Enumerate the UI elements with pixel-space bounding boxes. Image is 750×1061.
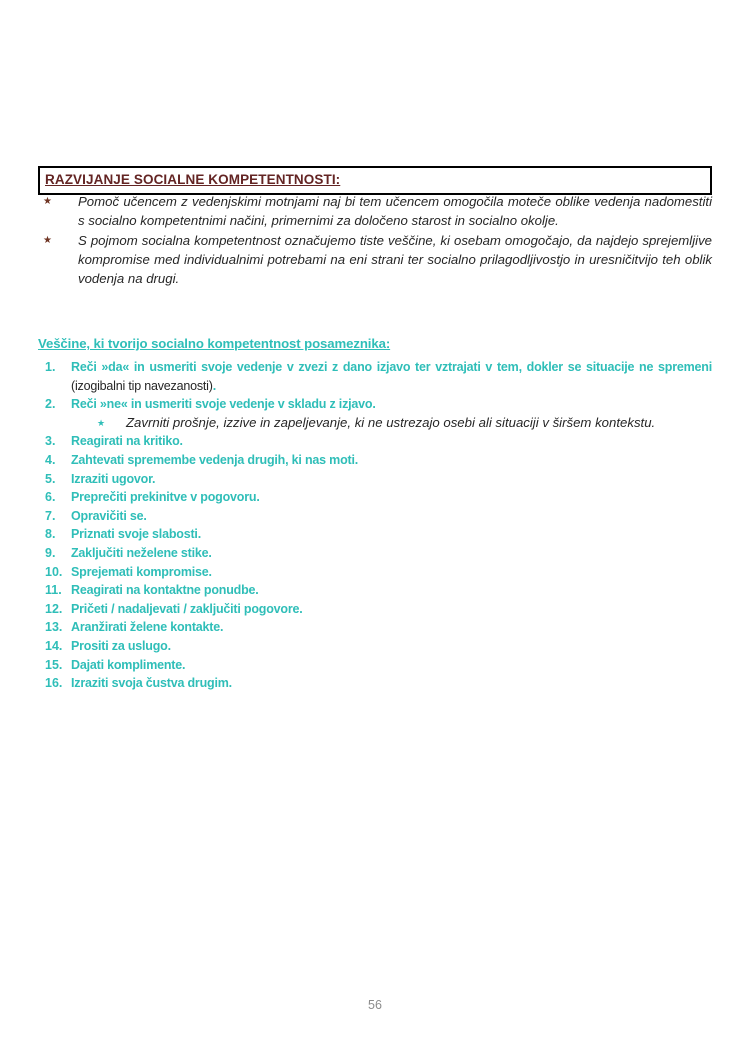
item-text: Reagirati na kontaktne ponudbe. xyxy=(71,583,259,598)
list-item xyxy=(38,544,712,563)
list-item xyxy=(38,395,712,414)
item-text: Zaključiti neželene stike. xyxy=(71,545,212,560)
item-number: 5. xyxy=(45,471,56,486)
item-text-accent: Reči »da« in usmeriti svoje vedenje v zvezi z dano izjavo ter vztrajati v tem, dokler se situacije ne spremeni xyxy=(71,360,712,374)
list-item xyxy=(38,451,712,470)
item-text: Prositi za uslugo. xyxy=(71,638,171,653)
section-title: RAZVIJANJE SOCIALNE KOMPETENTNOSTI: xyxy=(45,172,341,187)
intro-bullet-text: Pomoč učencem z vedenjskimi motnjami naj bi tem učencem omogočila moteče oblike vedenja nadomestiti s socialno kompetentnimi načini, primernimi za določeno starost in socialno okolje. xyxy=(78,194,712,229)
item-text: Pričeti / nadaljevati / zaključiti pogovore. xyxy=(71,601,303,616)
list-item xyxy=(38,192,712,231)
sub-list-item xyxy=(38,414,712,433)
item-text-accent-end: . xyxy=(212,378,216,393)
star-bullet-icon: ★ xyxy=(97,417,106,428)
item-number: 6. xyxy=(45,490,56,505)
intro-bullet-text: S pojmom socialna kompetentnost označujemo tiste veščine, ki osebam omogočajo, da najdejo sprejemljive kompromise med individualnimi potrebami na eni strani ter socialno prilagodljivostjo in uresničitvijo teh oblik vodenja na drugi. xyxy=(78,232,712,287)
star-bullet-icon: ★ xyxy=(43,196,52,207)
item-text xyxy=(71,358,712,395)
page-number: 56 xyxy=(368,998,382,1012)
item-number: 13. xyxy=(45,620,63,635)
item-number: 7. xyxy=(45,508,56,523)
list-item xyxy=(38,656,712,675)
item-number: 10. xyxy=(45,564,63,579)
item-text: Reči »ne« in usmeriti svoje vedenje v skladu z izjavo. xyxy=(71,397,376,412)
item-text: Reagirati na kritiko. xyxy=(71,434,183,449)
item-number: 16. xyxy=(45,676,63,691)
item-number: 1. xyxy=(45,360,56,374)
skills-heading: Veščine, ki tvorijo socialno kompetentnost posameznika: xyxy=(38,336,391,351)
intro-bullet-list xyxy=(38,192,712,288)
list-item xyxy=(38,581,712,600)
item-number: 8. xyxy=(45,527,56,542)
item-text: Priznati svoje slabosti. xyxy=(71,527,201,542)
list-item xyxy=(38,507,712,526)
item-text: Izraziti svoja čustva drugim. xyxy=(71,676,232,691)
star-bullet-icon: ★ xyxy=(43,234,52,246)
list-item xyxy=(38,231,712,289)
item-text: Zahtevati spremembe vedenja drugih, ki nas moti. xyxy=(71,452,359,467)
list-item xyxy=(38,525,712,544)
item-number: 14. xyxy=(45,638,63,653)
item-number: 2. xyxy=(45,397,56,412)
item-text: Izraziti ugovor. xyxy=(71,471,156,486)
item-number: 9. xyxy=(45,545,56,560)
list-item xyxy=(38,563,712,582)
skills-section xyxy=(38,336,712,693)
item-number: 11. xyxy=(45,583,62,598)
sub-item-text: Zavrniti prošnje, izzive in zapeljevanje, ki ne ustrezajo osebi ali situaciji v širšem kontekstu. xyxy=(126,414,656,430)
item-text: Preprečiti prekinitve v pogovoru. xyxy=(71,490,260,505)
item-text: Aranžirati želene kontakte. xyxy=(71,620,224,635)
item-text: Dajati komplimente. xyxy=(71,657,186,672)
list-item xyxy=(38,358,712,395)
item-number: 3. xyxy=(45,434,56,449)
section-title-box xyxy=(38,166,712,195)
list-item xyxy=(38,432,712,451)
item-text: Sprejemati kompromise. xyxy=(71,564,212,579)
list-item xyxy=(38,470,712,489)
list-item xyxy=(38,637,712,656)
list-item xyxy=(38,618,712,637)
item-text: Opravičiti se. xyxy=(71,508,147,523)
list-item xyxy=(38,674,712,693)
item-number: 4. xyxy=(45,452,56,467)
item-number: 12. xyxy=(45,601,63,616)
list-item xyxy=(38,488,712,507)
item-number: 15. xyxy=(45,657,63,672)
list-item xyxy=(38,600,712,619)
item-text-plain: (izogibalni tip navezanosti) xyxy=(71,378,213,393)
